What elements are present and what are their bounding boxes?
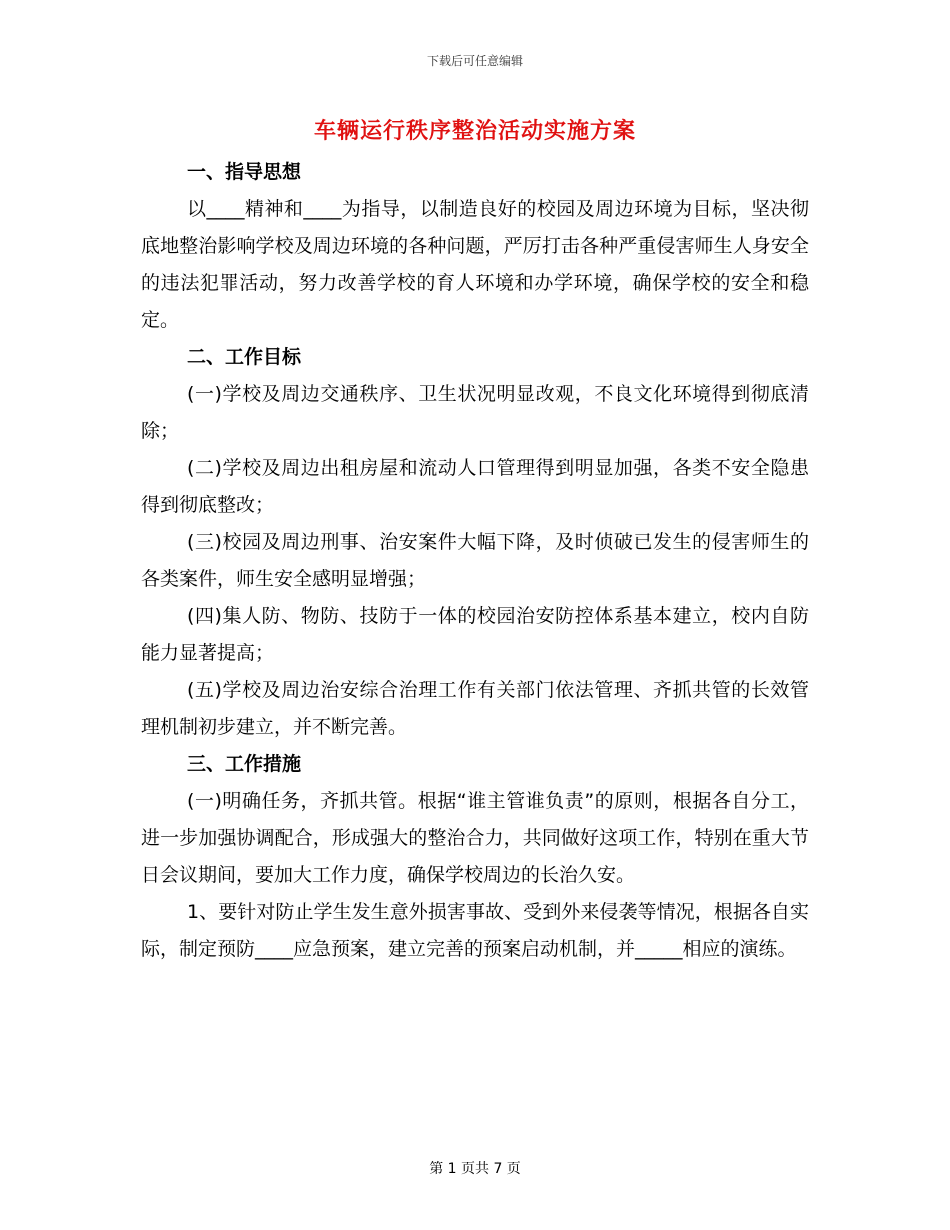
paragraph: 以____精神和____为指导，以制造良好的校园及周边环境为目标，坚决彻底地整治影响学校及周边环境的各种问题，严厉打击各种严重侵害师生人身安全的违法犯罪活动，努力改善学校的育人环境和办学环境，确保学校的安全和稳定。 <box>141 198 809 331</box>
header-note: 下载后可任意编辑 <box>426 54 523 68</box>
paragraph: (三)校园及周边刑事、治安案件大幅下降，及时侦破已发生的侵害师生的各类案件，师生安全感明显增强； <box>141 531 809 590</box>
paragraph: (四)集人防、物防、技防于一体的校园治安防控体系基本建立，校内自防能力显著提高； <box>141 605 809 664</box>
section-heading: 二、工作目标 <box>187 346 302 368</box>
paragraph: (一)明确任务，齐抓共管。根据“谁主管谁负责”的原则，根据各自分工，进一步加强协调配合，形成强大的整治合力，共同做好这项工作，特别在重大节日会议期间，要加大工作力度，确保学校周边的长治久安。 <box>141 790 809 886</box>
paragraph: 1、要针对防止学生发生意外损害事故、受到外来侵袭等情况，根据各自实际，制定预防____应急预案，建立完善的预案启动机制，并_____相应的演练。 <box>141 901 809 960</box>
section-heading: 三、工作措施 <box>187 753 302 775</box>
paragraph: (五)学校及周边治安综合治理工作有关部门依法管理、齐抓共管的长效管理机制初步建立，并不断完善。 <box>141 679 809 738</box>
page-footer: 第 1 页共 7 页 <box>429 1161 521 1177</box>
paragraph: (二)学校及周边出租房屋和流动人口管理得到明显加强，各类不安全隐患得到彻底整改； <box>141 457 809 516</box>
document-title: 车辆运行秩序整治活动实施方案 <box>313 119 636 144</box>
section-heading: 一、指导思想 <box>187 161 302 183</box>
document-body <box>141 154 809 968</box>
paragraph: (一)学校及周边交通秩序、卫生状况明显改观，不良文化环境得到彻底清除； <box>141 383 809 442</box>
